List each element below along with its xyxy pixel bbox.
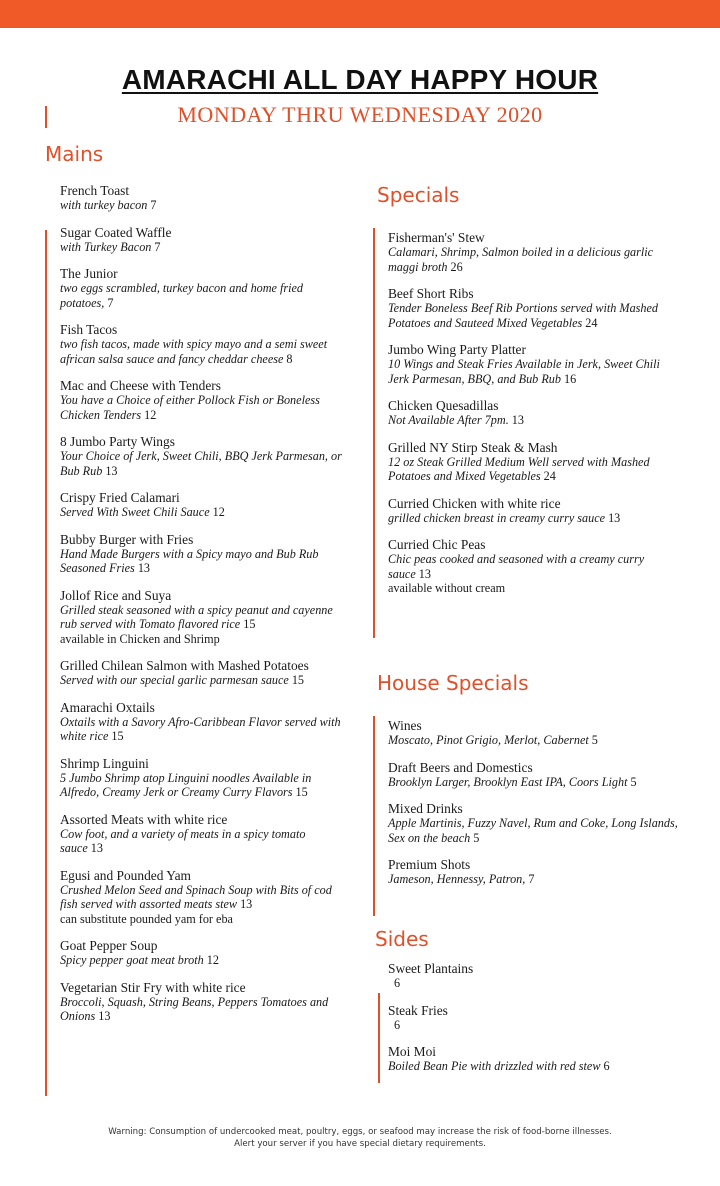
item-description-line xyxy=(388,1018,678,1033)
item-name: Mixed Drinks xyxy=(388,801,463,816)
house-specials-list xyxy=(388,718,678,887)
item-name: Jollof Rice and Suya xyxy=(60,587,172,603)
item-price: 15 xyxy=(291,673,305,687)
item-description: two fish tacos, made with spicy mayo and a semi sweet african salsa sauce and fancy cheddar cheese xyxy=(60,337,328,366)
house-specials-accent-bar xyxy=(373,716,375,916)
menu-item xyxy=(60,266,345,310)
item-description-line xyxy=(388,511,678,526)
item-description-line xyxy=(60,281,345,310)
menu-item xyxy=(60,434,345,478)
item-description: Your Choice of Jerk, Sweet Chili, BBQ Jerk Parmesan, or Bub Rub xyxy=(60,449,342,478)
menu-item xyxy=(388,342,678,386)
item-note: available in Chicken and Shrimp xyxy=(60,631,220,646)
item-description-line xyxy=(388,357,678,386)
item-description: Cow foot, and a variety of meats in a spicy tomato sauce xyxy=(60,826,306,855)
item-description: Chic peas cooked and seasoned with a creamy curry sauce xyxy=(388,552,645,581)
item-price: 12 xyxy=(212,505,225,519)
menu-item xyxy=(60,980,345,1024)
mains-heading: Mains xyxy=(45,142,104,166)
item-price: 13 xyxy=(98,1009,111,1023)
item-name: Draft Beers and Domestics xyxy=(388,759,533,775)
menu-item xyxy=(388,1003,678,1033)
item-description-line xyxy=(60,505,345,520)
item-name: Fish Tacos xyxy=(60,322,118,337)
item-price: 7 xyxy=(150,198,157,212)
item-description: Oxtails with a Savory Afro-Caribbean Flavor served with white rice xyxy=(60,714,341,743)
item-description: Moscato, Pinot Grigio, Merlot, Cabernet xyxy=(388,733,589,747)
top-accent-bar xyxy=(0,0,720,28)
specials-list xyxy=(388,230,678,596)
item-description-line xyxy=(60,547,345,576)
menu-item xyxy=(388,286,678,330)
item-price: 13 xyxy=(418,566,431,581)
item-name: Moi Moi xyxy=(388,1044,436,1059)
item-description: Apple Martinis, Fuzzy Navel, Rum and Coke, Long Islands, Sex on the beach xyxy=(388,816,678,845)
sides-accent-bar xyxy=(378,993,380,1083)
item-name: 8 Jumbo Party Wings xyxy=(60,434,175,449)
item-price: 12 xyxy=(206,953,219,967)
menu-item xyxy=(60,378,345,422)
item-description: Tender Boneless Beef Rib Portions served with Mashed Potatoes and Sauteed Mixed Vegetables xyxy=(388,301,659,330)
warning-line-2: Alert your server if you have special dietary requirements. xyxy=(234,1139,486,1149)
menu-item xyxy=(60,225,345,255)
item-description-line xyxy=(388,816,678,845)
menu-item xyxy=(388,537,678,596)
item-description: Calamari, Shrimp, Salmon boiled in a delicious garlic maggi broth xyxy=(388,245,654,274)
menu-item xyxy=(60,532,345,576)
item-price: 6 xyxy=(394,976,401,990)
item-price: 15 xyxy=(243,617,256,631)
menu-item xyxy=(388,718,678,748)
allergy-warning xyxy=(0,1126,720,1150)
item-description: Served With Sweet Chili Sauce xyxy=(60,505,210,519)
item-price: 16 xyxy=(563,371,577,386)
item-description-line xyxy=(60,673,345,688)
item-note: can substitute pounded yam for eba xyxy=(60,911,233,926)
item-description-line xyxy=(388,775,678,790)
item-price: 26 xyxy=(450,259,463,274)
item-name: Egusi and Pounded Yam xyxy=(60,867,191,883)
menu-item xyxy=(60,490,345,520)
item-name: Shrimp Linguini xyxy=(60,755,149,771)
item-price: 24 xyxy=(585,315,598,330)
menu-item xyxy=(388,1044,678,1074)
menu-item xyxy=(60,812,345,856)
item-name: Amarachi Oxtails xyxy=(60,699,155,715)
item-description-line xyxy=(388,1059,678,1074)
item-description-line xyxy=(60,995,345,1024)
item-name: Mac and Cheese with Tenders xyxy=(60,378,221,393)
item-price: 8 xyxy=(286,351,293,366)
item-name: The Junior xyxy=(60,266,118,281)
menu-item xyxy=(388,760,678,790)
title-accent-bar xyxy=(45,106,47,128)
house-specials-heading: House Specials xyxy=(377,671,529,695)
item-price: 5 xyxy=(630,774,637,789)
item-description: Not Available After 7pm. xyxy=(388,413,509,427)
item-name: Sugar Coated Waffle xyxy=(60,224,172,240)
item-price: 15 xyxy=(111,729,124,743)
menu-item xyxy=(60,938,345,968)
item-description-line xyxy=(60,715,345,744)
item-description-line xyxy=(60,883,345,912)
menu-item xyxy=(388,398,678,428)
menu-item xyxy=(388,230,678,274)
item-description: Boiled Bean Pie with drizzled with red stew xyxy=(388,1059,601,1073)
item-description-line xyxy=(60,827,345,856)
menu-item xyxy=(60,658,345,688)
item-description-line xyxy=(388,413,678,428)
item-description: Jameson, Hennessy, Patron, xyxy=(388,872,526,886)
item-name: Fisherman's' Stew xyxy=(388,230,485,245)
item-name: French Toast xyxy=(60,183,130,198)
item-description: with turkey bacon xyxy=(60,198,148,212)
menu-item xyxy=(388,440,678,484)
item-name: Sweet Plantains xyxy=(388,961,474,976)
item-price: 7 xyxy=(528,872,535,886)
item-name: Chicken Quesadillas xyxy=(388,398,499,413)
menu-item xyxy=(388,496,678,526)
item-description-line xyxy=(60,337,345,366)
item-name: Curried Chic Peas xyxy=(388,537,486,552)
item-description: Served with our special garlic parmesan sauce xyxy=(60,673,289,687)
item-description: with Turkey Bacon xyxy=(60,239,152,254)
item-name: Curried Chicken with white rice xyxy=(388,495,561,511)
menu-item xyxy=(388,961,678,991)
menu-item xyxy=(60,700,345,744)
item-price: 5 xyxy=(591,733,598,747)
item-description: two eggs scrambled, turkey bacon and home fried potatoes, xyxy=(60,281,304,310)
item-price: 13 xyxy=(240,897,253,911)
item-description-line xyxy=(60,953,345,968)
item-name: Premium Shots xyxy=(388,857,471,872)
sides-heading: Sides xyxy=(375,927,429,951)
menu-item xyxy=(60,588,345,647)
item-price: 15 xyxy=(295,785,308,799)
menu-title: AMARACHI ALL DAY HAPPY HOUR xyxy=(121,64,599,95)
warning-line-1: Warning: Consumption of undercooked meat, poultry, eggs, or seafood may increase the risk of food-borne illnesses. xyxy=(108,1127,612,1137)
item-description-line xyxy=(388,455,678,484)
item-price: 13 xyxy=(105,463,118,478)
item-description: 5 Jumbo Shrimp atop Linguini noodles Available in Alfredo, Creamy Jerk or Creamy Curry Flavors xyxy=(60,770,312,799)
menu-item xyxy=(388,801,678,845)
item-note: available without cream xyxy=(388,581,506,595)
item-description-line xyxy=(60,198,345,213)
item-description: 10 Wings and Steak Fries Available in Jerk, Sweet Chili Jerk Parmesan, BBQ, and Bub Rub xyxy=(388,357,660,386)
item-name: Grilled Chilean Salmon with Mashed Potatoes xyxy=(60,658,309,673)
item-description-line xyxy=(388,976,678,991)
item-name: Goat Pepper Soup xyxy=(60,938,158,953)
item-description-line xyxy=(388,552,678,581)
item-price: 13 xyxy=(90,841,103,855)
menu-item xyxy=(60,183,345,213)
specials-accent-bar xyxy=(373,228,375,638)
item-name: Jumbo Wing Party Platter xyxy=(388,342,526,357)
item-name: Vegetarian Stir Fry with white rice xyxy=(60,979,246,995)
item-description-line xyxy=(388,301,678,330)
sides-list xyxy=(388,961,678,1074)
item-description: Brooklyn Larger, Brooklyn East IPA, Coors Light xyxy=(388,774,628,789)
item-description: Crushed Melon Seed and Spinach Soup with Bits of cod fish served with assorted meats stew xyxy=(60,882,332,911)
item-price: 7 xyxy=(107,295,114,310)
item-description-line xyxy=(60,393,345,422)
item-price: 6 xyxy=(603,1059,610,1073)
item-name: Beef Short Ribs xyxy=(388,286,474,301)
item-description: grilled chicken breast in creamy curry sauce xyxy=(388,510,606,525)
item-price: 24 xyxy=(543,469,556,483)
item-name: Steak Fries xyxy=(388,1002,448,1018)
item-description: Grilled steak seasoned with a spicy peanut and cayenne rub served with Tomato flavored rice xyxy=(60,602,333,631)
item-description-line xyxy=(60,771,345,800)
item-description: Spicy pepper goat meat broth xyxy=(60,953,204,967)
menu-subtitle: MONDAY THRU WEDNESDAY 2020 xyxy=(177,102,543,127)
mains-list xyxy=(60,183,345,1024)
specials-heading: Specials xyxy=(377,183,460,207)
item-name: Grilled NY Stirp Steak & Mash xyxy=(388,439,558,455)
item-price: 13 xyxy=(511,413,524,427)
item-description: Hand Made Burgers with a Spicy mayo and Bub Rub Seasoned Fries xyxy=(60,546,319,575)
item-description-line xyxy=(60,603,345,632)
item-name: Bubby Burger with Fries xyxy=(60,531,194,547)
item-description-line xyxy=(388,872,678,887)
item-name: Assorted Meats with white rice xyxy=(60,811,228,827)
item-price: 6 xyxy=(394,1017,401,1032)
menu-item xyxy=(388,857,678,887)
item-description: 12 oz Steak Grilled Medium Well served with Mashed Potatoes and Mixed Vegetables xyxy=(388,454,650,483)
menu-item xyxy=(60,756,345,800)
item-name: Crispy Fried Calamari xyxy=(60,490,180,505)
menu-item xyxy=(60,868,345,927)
item-price: 12 xyxy=(144,407,157,422)
menu-item xyxy=(60,322,345,366)
item-description-line xyxy=(388,733,678,748)
item-description-line xyxy=(60,240,345,255)
item-price: 13 xyxy=(137,561,150,575)
item-price: 5 xyxy=(473,830,480,845)
item-price: 13 xyxy=(608,510,621,525)
item-description: You have a Choice of either Pollock Fish or Boneless Chicken Tenders xyxy=(60,393,320,422)
mains-accent-bar xyxy=(45,230,47,1096)
item-description: Broccoli, Squash, String Beans, Peppers Tomatoes and Onions xyxy=(60,994,329,1023)
item-description-line xyxy=(60,449,345,478)
item-name: Wines xyxy=(388,718,422,733)
item-description-line xyxy=(388,245,678,274)
item-price: 7 xyxy=(154,239,161,254)
